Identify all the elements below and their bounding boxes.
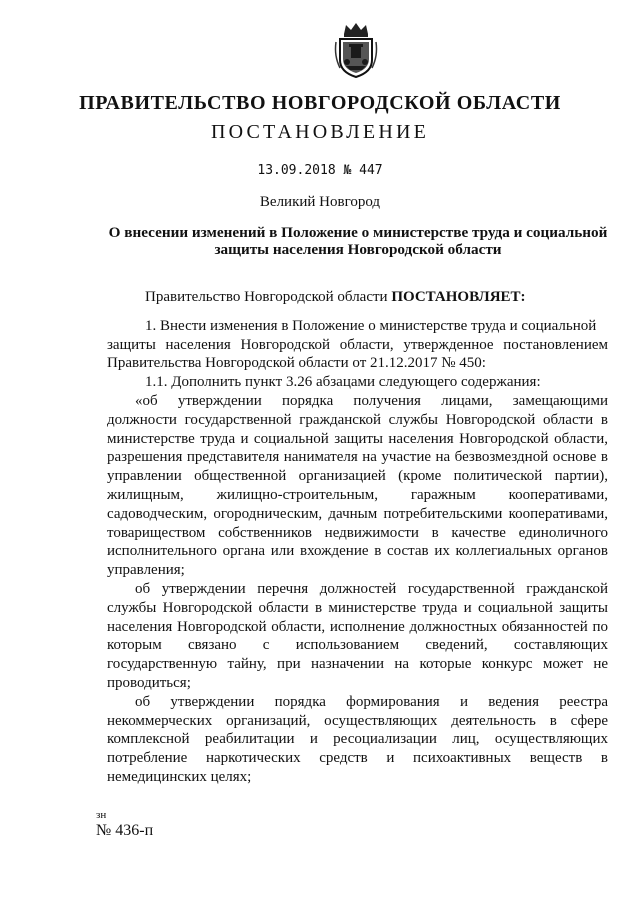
document-date-number: 13.09.2018 № 447: [257, 163, 383, 178]
body-line: министерстве труда и социальной защиты населения Новгородской области,: [107, 430, 608, 447]
document-type: ПОСТАНОВЛЕНИЕ: [210, 121, 430, 143]
body-line: 1.1. Дополнить пункт 3.26 абзацами следующего содержания:: [145, 374, 541, 391]
document-city: Великий Новгород: [259, 194, 381, 210]
body-line: государственную тайну, при назначении на которые конкурс может не: [107, 656, 608, 673]
footer-number: № 436-п: [96, 822, 154, 839]
body-line: которым связано с использованием сведений, составляющих: [107, 637, 608, 654]
document-body: [107, 288, 608, 787]
body-line: потребление наркотических средств и психоактивных веществ в: [107, 750, 608, 767]
subject-line: защиты населения Новгородской области: [214, 241, 502, 258]
preamble: [107, 288, 608, 307]
preamble-text: Правительство Новгородской области: [145, 289, 392, 305]
body-line: Правительства Новгородской области от 21.12.2017 № 450:: [107, 355, 486, 372]
body-line: некоммерческих организаций, осуществляющих деятельность в сфере: [107, 712, 608, 729]
body-line: комплексной реабилитации и ресоциализации лиц, осуществляющих: [107, 731, 608, 748]
body-line: разрешения представителя нанимателя на участие на безвозмездной основе в: [107, 449, 608, 466]
body-line: населения Новгородской области, исполнение должностных обязанностей по: [107, 618, 608, 635]
body-line: управления;: [107, 562, 185, 579]
body-line: об утверждении перечня должностей государственной гражданской: [135, 580, 608, 597]
body-line: службы Новгородской области в министерстве труда и социальной защиты: [107, 599, 608, 616]
body-line: немедицинских целях;: [107, 768, 252, 785]
body-line: товариществом собственников недвижимости в качестве единоличного: [107, 524, 608, 541]
body-line: защиты населения Новгородской области, утвержденное постановлением: [107, 336, 608, 353]
body-line: 1. Внести изменения в Положение о министерстве труда и социальной: [145, 317, 597, 334]
document-subject: [108, 224, 608, 258]
coat-of-arms-icon: [332, 20, 380, 80]
body-line: садоводческим, огородническим, дачным потребительскими кооперативами,: [107, 505, 608, 522]
footer-code: зн: [96, 809, 107, 821]
subject-line: О внесении изменений в Положение о министерстве труда и социальной: [108, 224, 608, 241]
government-name: ПРАВИТЕЛЬСТВО НОВГОРОДСКОЙ ОБЛАСТИ: [79, 92, 561, 114]
document-footer: [96, 808, 153, 838]
body-line: жилищным, жилищно-строительным, гаражным кооперативами,: [107, 486, 608, 503]
body-line: об утверждении порядка формирования и ведения реестра: [135, 693, 608, 710]
body-line: управлении общественной организацией (кроме политической партии),: [107, 468, 608, 485]
preamble-decree-word: ПОСТАНОВЛЯЕТ:: [391, 289, 526, 305]
body-line: должности государственной гражданской службы Новгородской области в: [107, 411, 608, 428]
body-line: исполнительного органа или вхождение в состав их коллегиальных органов: [107, 543, 608, 560]
body-line: «об утверждении порядка получения лицами, замещающими: [135, 392, 608, 409]
body-line: проводиться;: [107, 674, 191, 691]
